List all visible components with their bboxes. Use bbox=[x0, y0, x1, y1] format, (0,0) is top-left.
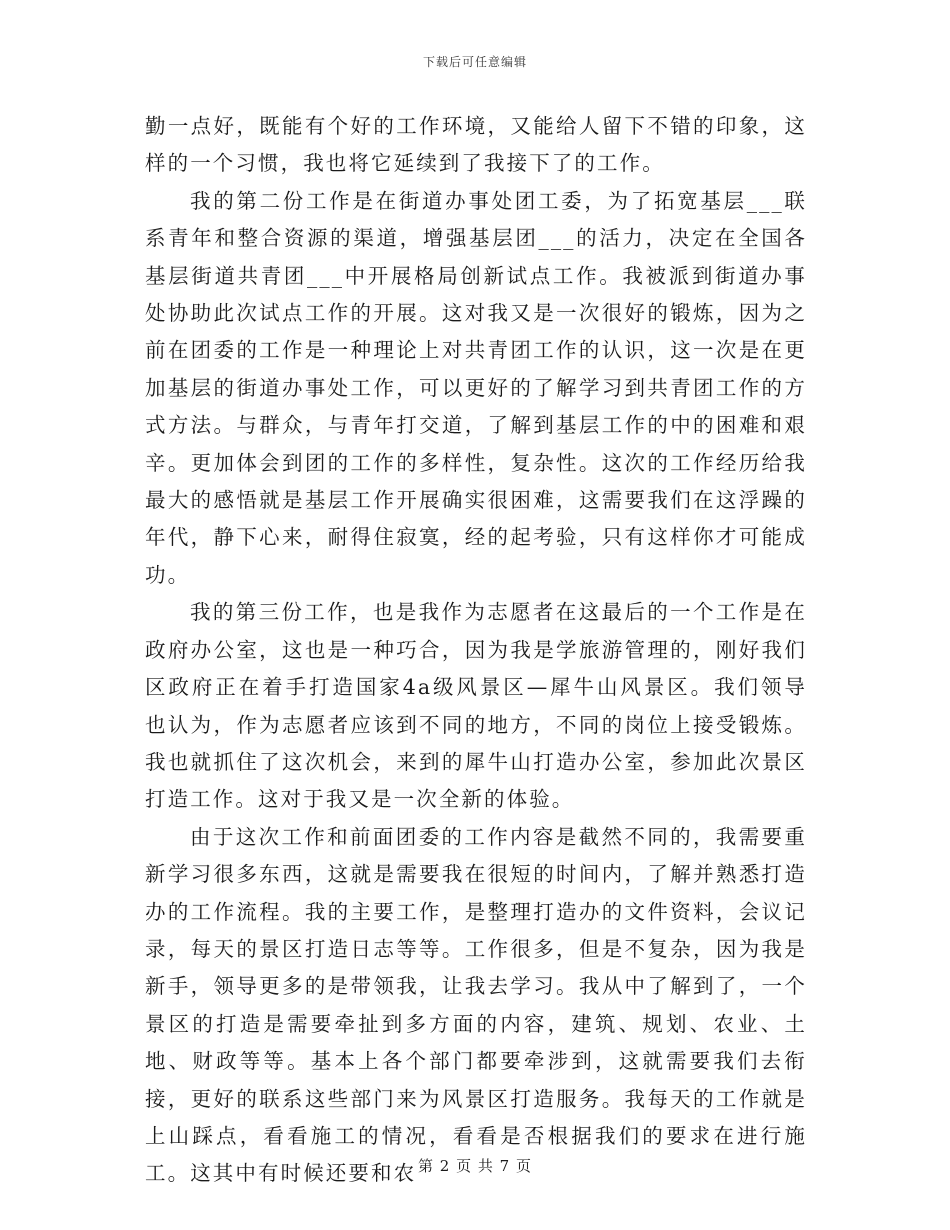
page-number: 第 2 页 共 7 页 bbox=[418, 1157, 532, 1175]
paragraph-third-job: 我的第三份工作，也是我作为志愿者在这最后的一个工作是在政府办公室，这也是一种巧合，因为我是学旅游管理的，刚好我们区政府正在着手打造国家4a级风景区—犀牛山风景区。我们领导也认为，作为志愿者应该到不同的地方，不同的岗位上接受锻炼。我也就抓住了这次机会，来到的犀牛山打造办公室，参加此次景区打造工作。这对于我又是一次全新的体验。 bbox=[145, 600, 807, 812]
paragraph-second-job: 我的第二份工作是在街道办事处团工委，为了拓宽基层___联系青年和整合资源的渠道，增强基层团___的活力，决定在全国各基层街道共青团___中开展格局创新试点工作。我被派到街道办事处协助此次试点工作的开展。这对我又是一次很好的锻炼，因为之前在团委的工作是一种理论上对共青团工作的认识，这一次是在更加基层的街道办事处工作，可以更好的了解学习到共青团工作的方式方法。与群众，与青年打交道，了解到基层工作的中的困难和艰辛。更加体会到团的工作的多样性，复杂性。这次的工作经历给我最大的感悟就是基层工作开展确实很困难，这需要我们在这浮躁的年代，静下心来，耐得住寂寞，经的起考验，只有这样你才可能成功。 bbox=[145, 188, 807, 587]
paragraph-work-details: 由于这次工作和前面团委的工作内容是截然不同的，我需要重新学习很多东西，这就是需要我在很短的时间内，了解并熟悉打造办的工作流程。我的主要工作，是整理打造办的文件资料，会议记录，每天的景区打造日志等等。工作很多，但是不复杂，因为我是新手，领导更多的是带领我，让我去学习。我从中了解到了，一个景区的打造是需要牵扯到多方面的内容，建筑、规划、农业、土地、财政等等。基本上各个部门都要牵涉到，这就需要我们去衔接，更好的联系这些部门来为风景区打造服务。我每天的工作就是上山踩点，看看施工的情况，看看是否根据我们的要求在进行施工。这其中有时候还要和农 bbox=[145, 824, 807, 1186]
paragraph-continuation: 勤一点好，既能有个好的工作环境，又能给人留下不错的印象，这样的一个习惯，我也将它延续到了我接下了的工作。 bbox=[145, 114, 807, 176]
page-header: 下载后可任意编辑 bbox=[422, 55, 527, 69]
document-body bbox=[145, 108, 807, 1193]
